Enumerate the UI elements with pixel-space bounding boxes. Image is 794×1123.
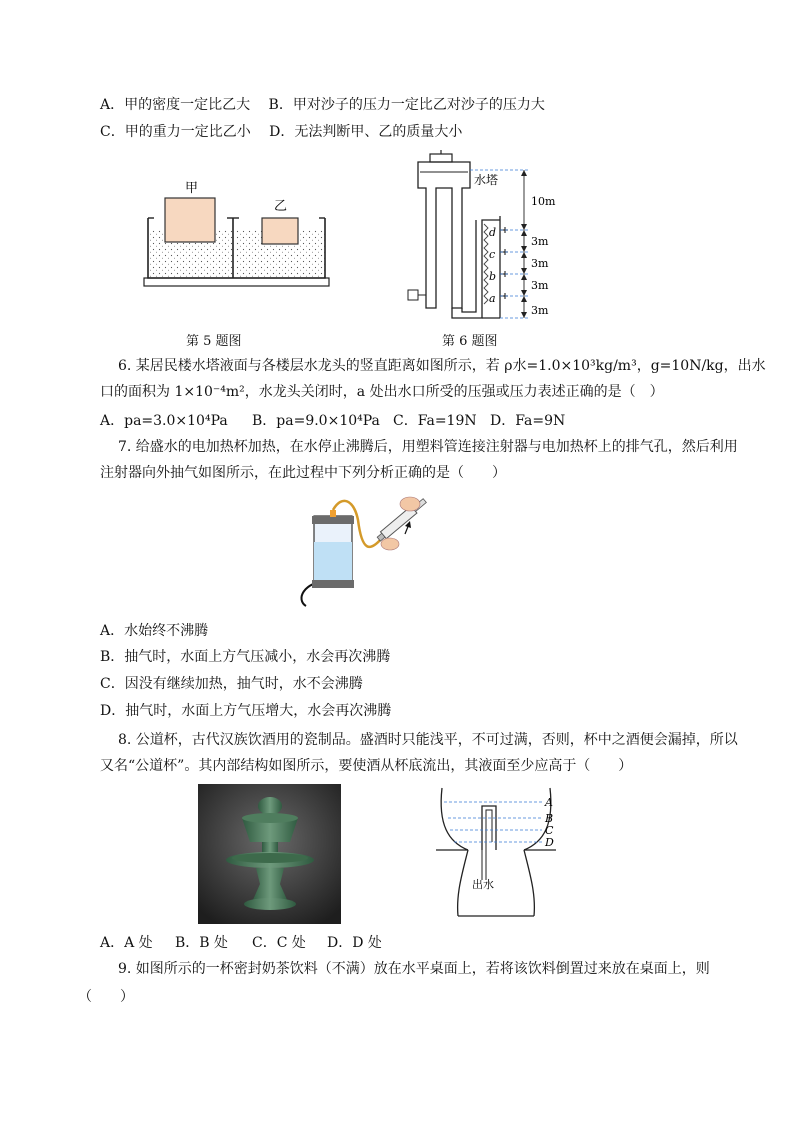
q8-option-a: A．A 处 <box>100 935 153 951</box>
q6-option-c: C．Fa=19N <box>393 413 477 429</box>
q8-option-d: D．D 处 <box>327 935 382 951</box>
q8-stem-2: 又名“公道杯”。其内部结构如图所示，要使酒从杯底流出，其液面至少应高于（ ） <box>100 758 633 774</box>
block-jia <box>165 198 215 242</box>
q7-option-a: A．水始终不沸腾 <box>100 623 209 639</box>
q7-option-d: D．抽气时，水面上方气压增大，水会再次沸腾 <box>100 703 392 719</box>
q7-stem-2: 注射器向外抽气如图所示，在此过程中下列分析正确的是（ ） <box>100 465 506 481</box>
level-c: C <box>545 824 554 837</box>
tower-label: 水塔 <box>474 173 499 187</box>
q7-option-b: B．抽气时，水面上方气压减小，水会再次沸腾 <box>100 649 391 665</box>
q8-photo <box>198 784 341 924</box>
q9-stem-1: 9. 如图所示的一杯密封奶茶饮料（不满）放在水平桌面上，若将该饮料倒置过来放在桌面上，则 <box>118 961 710 977</box>
label-yi: 乙 <box>274 199 288 214</box>
q6-stem-1: 6. 某居民楼水塔液面与各楼层水龙头的竖直距离如图所示，若 ρ水=1.0×10³kg/m³，g=10N/kg，出水 <box>118 358 766 374</box>
q7-figure <box>292 490 432 612</box>
level-a: A <box>545 796 553 809</box>
q9-stem-2: （ ） <box>78 989 134 1005</box>
dim-3m-3: 3m <box>531 279 549 292</box>
q6-caption: 第 6 题图 <box>442 334 498 349</box>
q6-figure <box>400 148 570 330</box>
q8-option-c: C．C 处 <box>252 935 306 951</box>
q5-options-ab: A．甲的密度一定比乙大 B．甲对沙子的压力一定比乙对沙子的压力大 <box>100 97 545 113</box>
dim-3m-2: 3m <box>531 257 549 270</box>
floor-a: a <box>489 292 496 305</box>
dim-10m: 10m <box>531 195 556 208</box>
dim-3m-4: 3m <box>531 304 549 317</box>
q5-caption: 第 5 题图 <box>186 334 242 349</box>
label-jia: 甲 <box>185 181 199 196</box>
floor-d: d <box>489 226 497 239</box>
q7-option-c: C．因没有继续加热，抽气时，水不会沸腾 <box>100 676 363 692</box>
level-b: B <box>545 812 554 825</box>
outlet-label: 出水 <box>472 878 494 891</box>
q8-diagram <box>428 784 568 920</box>
q8-option-b: B．B 处 <box>175 935 229 951</box>
q6-stem-2: 口的面积为 1×10⁻⁴m²，水龙头关闭时，a 处出水口所受的压强或压力表述正确的是（ ） <box>100 384 664 400</box>
q6-option-a: A．pa=3.0×10⁴Pa <box>100 413 228 429</box>
q7-stem-1: 7. 给盛水的电加热杯加热，在水停止沸腾后，用塑料管连接注射器与电加热杯上的排气孔，然后利用 <box>118 439 738 455</box>
q5-options-cd: C．甲的重力一定比乙小 D．无法判断甲、乙的质量大小 <box>100 124 463 140</box>
q6-option-d: D．Fa=9N <box>490 413 566 429</box>
block-yi <box>262 218 298 244</box>
q5-figure <box>140 170 360 295</box>
dim-3m-1: 3m <box>531 235 549 248</box>
q6-option-b: B．pa=9.0×10⁴Pa <box>252 413 380 429</box>
level-d: D <box>545 836 554 849</box>
q8-stem-1: 8. 公道杯，古代汉族饮酒用的瓷制品。盛酒时只能浅平，不可过满，否则，杯中之酒便会漏掉，所以 <box>118 732 738 748</box>
floor-c: c <box>489 248 496 261</box>
floor-b: b <box>489 270 497 283</box>
